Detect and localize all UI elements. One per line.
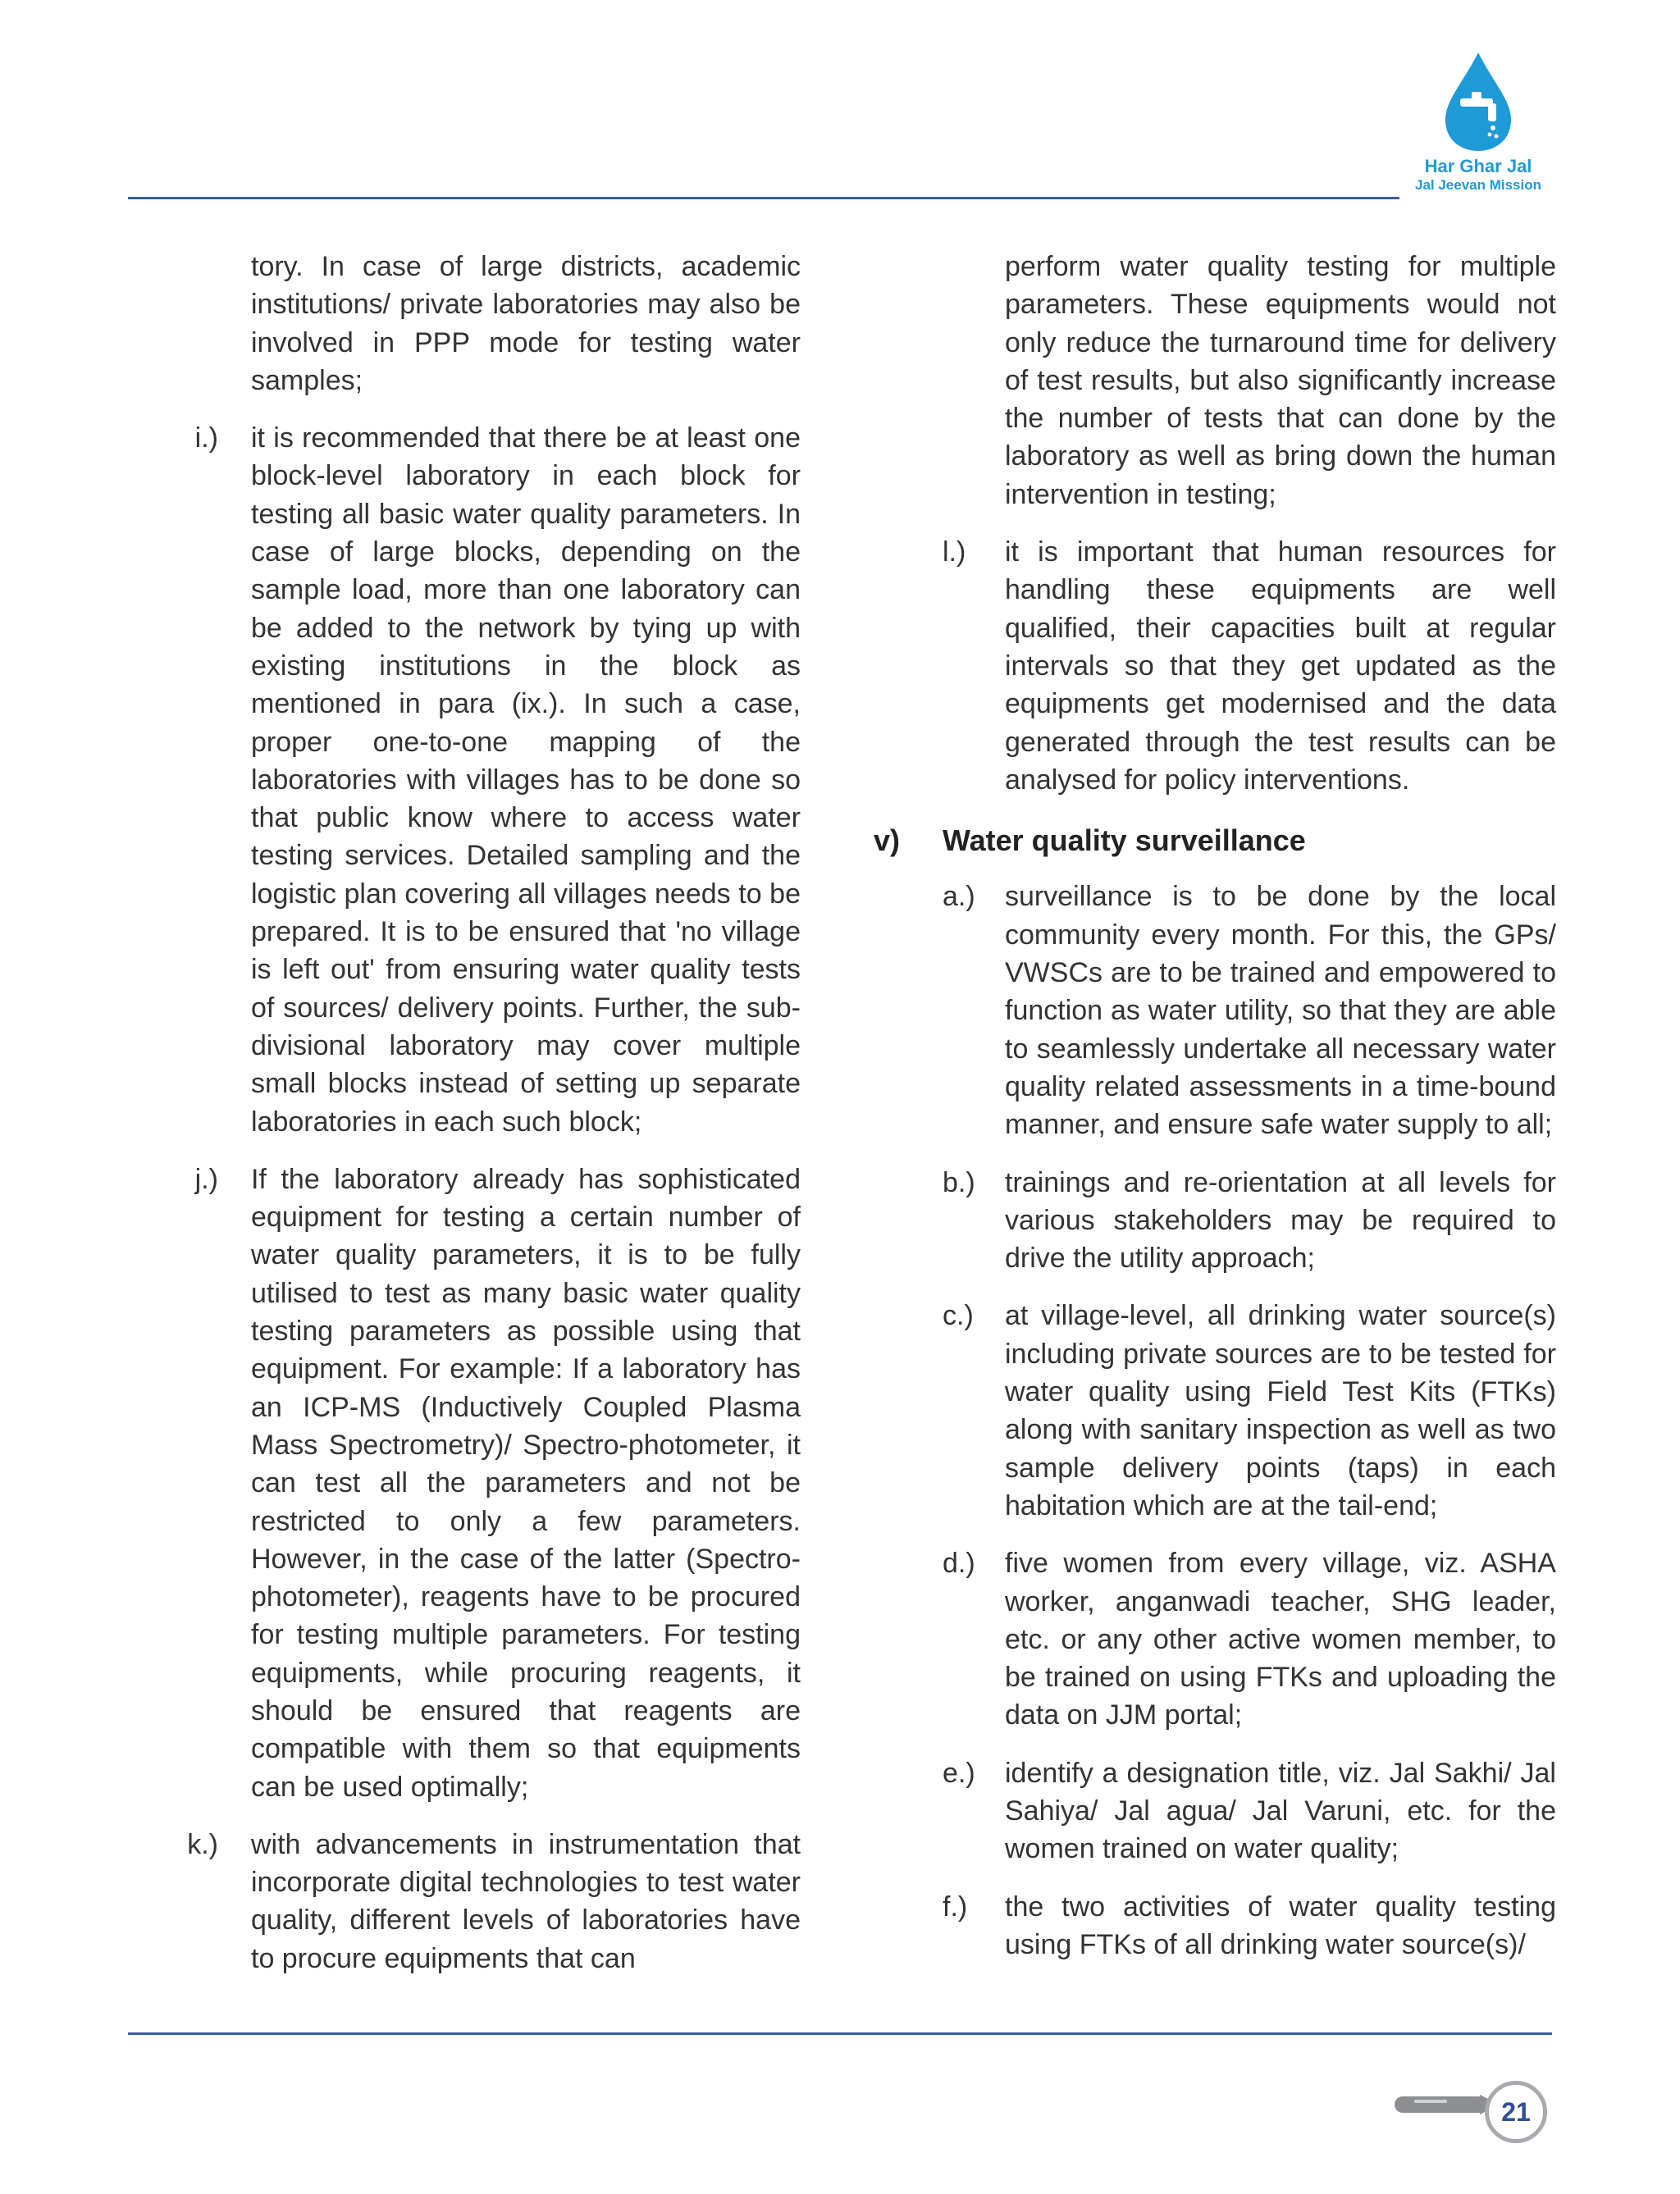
list-item-l <box>874 533 1556 799</box>
list-item-text: identify a designation title, viz. Jal Sakhi/ Jal Sahiya/ Jal agua/ Jal Varuni, etc. for the women trained on water quality; <box>1005 1757 1556 1865</box>
list-item-j <box>172 1161 801 1806</box>
list-item-text: surveillance is to be done by the local community every month. For this, the GPs/ VWSCs are to be trained and empowered to function as water utility, so that they are able to seamlessly undertake all necessary water quality related assessments in a time-bound manner, and ensure safe water supply to all; <box>1005 881 1556 1141</box>
list-item-e <box>874 1754 1556 1868</box>
list-item-c <box>874 1297 1556 1525</box>
logo-title: Har Ghar Jal <box>1424 156 1532 176</box>
list-marker: d.) <box>943 1548 975 1580</box>
list-marker: c.) <box>943 1300 974 1332</box>
right-column <box>874 248 1556 1983</box>
list-marker: e.) <box>943 1757 975 1789</box>
list-marker: j.) <box>194 1163 218 1195</box>
left-column <box>172 248 801 1997</box>
header-divider <box>128 197 1399 199</box>
list-item-i <box>172 419 801 1141</box>
list-item-k <box>172 1826 801 1977</box>
list-item-text: five women from every village, viz. ASHA worker, anganwadi teacher, SHG leader, etc. or any other active women member, to be trained on using FTKs and uploading the data on JJM portal; <box>1005 1548 1556 1731</box>
left-continuation-text: tory. In case of large districts, academic institutions/ private laboratories may also be involved in PPP mode for testing water samples; <box>251 251 801 396</box>
list-item-a <box>874 878 1556 1143</box>
section-heading <box>874 822 1556 860</box>
section-number: v) <box>874 823 901 858</box>
list-item-text: at village-level, all drinking water source(s) including private sources are to be tested for water quality using Field Test Kits (FTKs) along with sanitary inspection as well as two sample delivery points (taps) in each habitation which are at the tail-end; <box>1005 1300 1556 1521</box>
list-item-text: it is important that human resources for handling these equipments are well qualified, their capacities built at regular intervals so that they get updated as the equipments get modernised and the data generated through the test results can be analysed for policy interventions. <box>1005 536 1556 796</box>
har-ghar-jal-logo <box>1404 49 1552 205</box>
list-marker: a.) <box>943 881 975 913</box>
list-marker: l.) <box>943 536 966 568</box>
list-marker: f.) <box>943 1891 968 1923</box>
list-item-text: with advancements in instrumentation that incorporate digital technologies to test water quality, different levels of laboratories have to procure equipments that can <box>251 1828 801 1974</box>
logo-subtitle: Jal Jeevan Mission <box>1414 177 1542 193</box>
section-title: Water quality surveillance <box>943 823 1306 858</box>
right-continuation-text: perform water quality testing for multiple parameters. These equipments would not only reduce the turnaround time for delivery of test results, but also significantly increase the number of tests that can done by the laboratory as well as bring down the human intervention in testing; <box>1005 251 1556 510</box>
list-item-text: If the laboratory already has sophisticated equipment for testing a certain number of water quality parameters, it is to be fully utilised to test as many basic water quality testing parameters as possible using that equipment. For example: If a laboratory has an ICP-MS (Inductively Coupled Plasma Mass Spectrometry)/ Spectro-photometer, it can test all the parameters and not be restricted to only a few parameters. However, in the case of the latter (Spectro-photometer), reagents have to be procured for testing multiple parameters. For testing equipments, while procuring reagents, it should be ensured that reagents are compatible with them so that equipments can be used optimally; <box>251 1163 801 1803</box>
list-item-f <box>874 1888 1556 1964</box>
list-marker: b.) <box>943 1166 975 1198</box>
list-item-text: it is recommended that there be at least one block-level laboratory in each block for testing all basic water quality parameters. In case of large blocks, depending on the sample load, more than one laboratory can be added to the network by tying up with existing institutions in the block as mentioned in para (ix.). In such a case, proper one-to-one mapping of the laboratories with villages has to be done so that public know where to access water testing services. Detailed sampling and the logistic plan covering all villages needs to be prepared. It is to be ensured that 'no village is left out' from ensuring water quality tests of sources/ delivery points. Further, the sub-divisional laboratory may cover multiple small blocks instead of setting up separate laboratories in each such block; <box>251 422 801 1138</box>
list-item-b <box>874 1164 1556 1278</box>
footer-divider <box>128 2032 1552 2035</box>
list-item-text: trainings and re-orientation at all levels for various stakeholders may be required to drive the utility approach; <box>1005 1166 1556 1275</box>
page-number: 21 <box>1485 2081 1547 2143</box>
list-marker: i.) <box>194 422 218 454</box>
list-item-d <box>874 1544 1556 1734</box>
list-marker: k.) <box>187 1828 218 1860</box>
water-drop-tap-icon <box>1439 49 1518 154</box>
list-item-text: the two activities of water quality testing using FTKs of all drinking water source(s)/ <box>1005 1891 1556 1960</box>
